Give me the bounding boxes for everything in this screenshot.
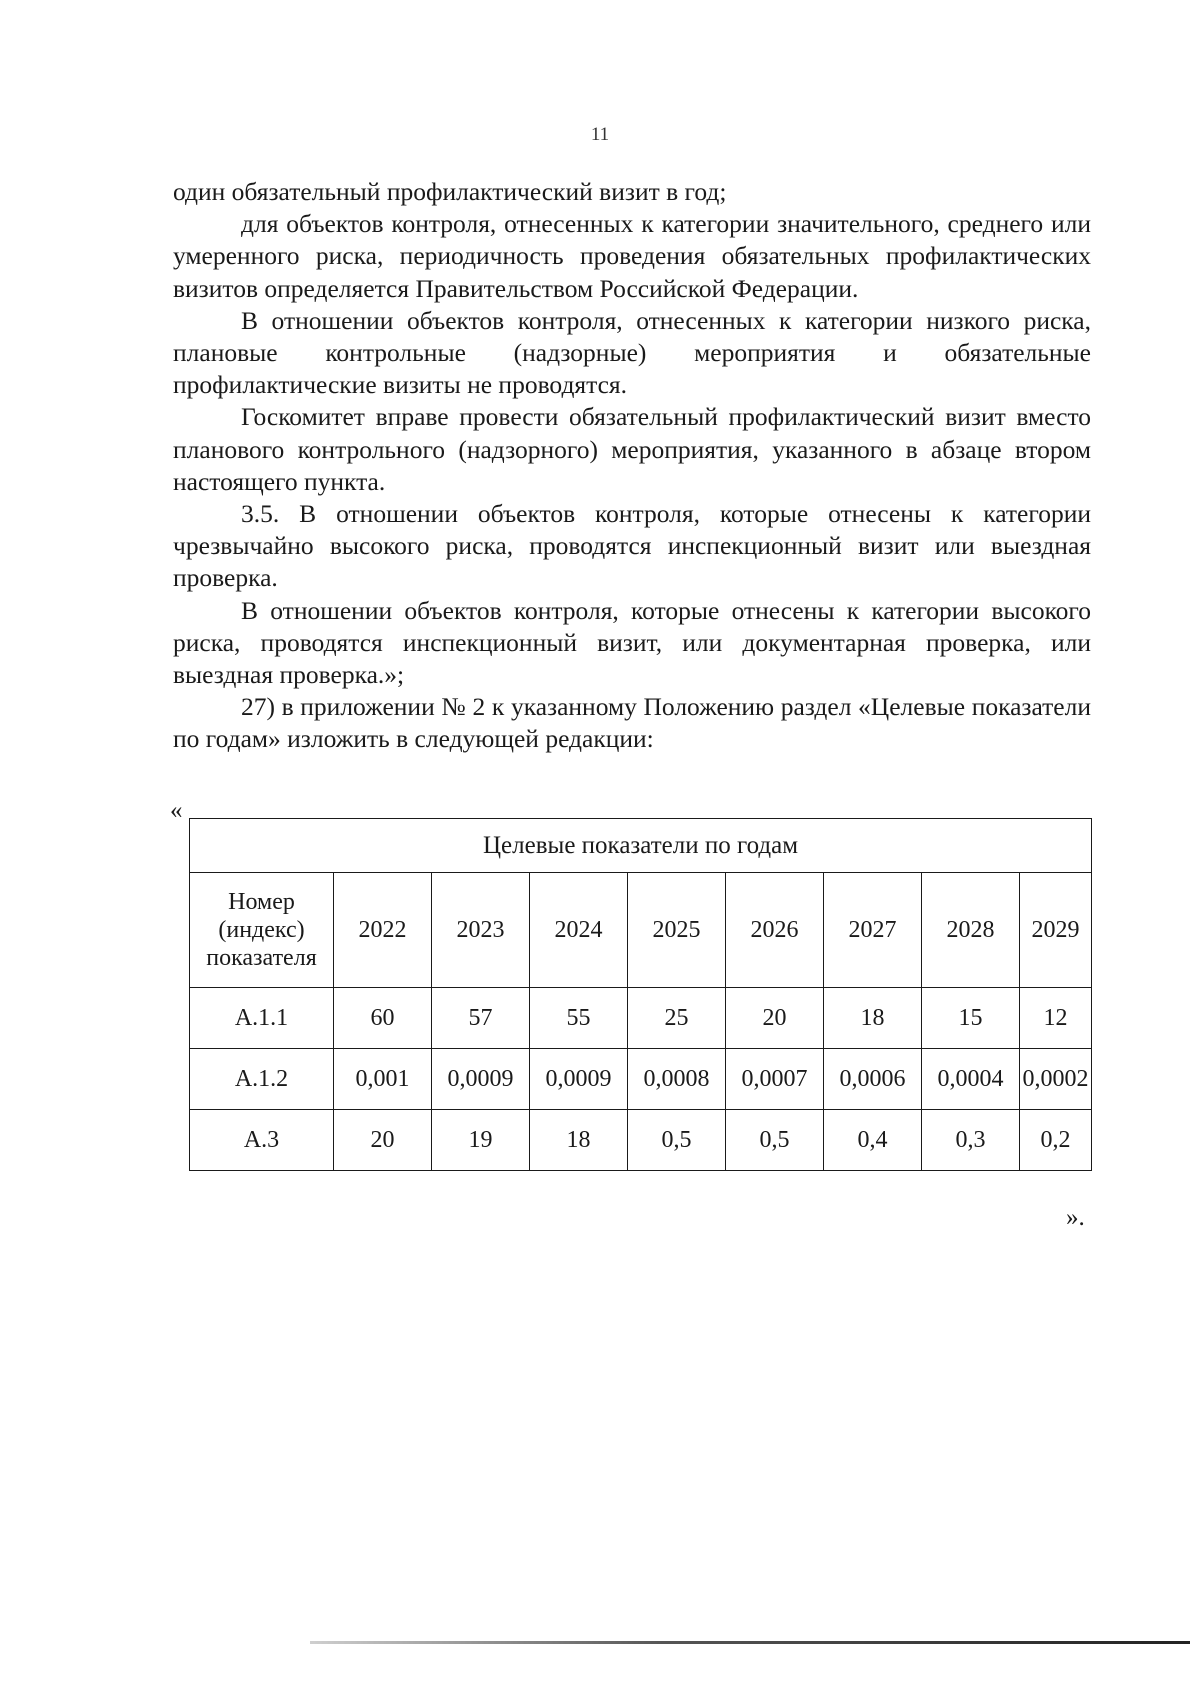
paragraph-3-5: 3.5. В отношении объектов контроля, которые отнесены к категории чрезвычайно высокого риска, проводятся инспекционный визит или выездная проверка. <box>173 499 1091 593</box>
table-cell: 0,0004 <box>922 1049 1020 1110</box>
table-caption: Целевые показатели по годам <box>190 819 1092 873</box>
table-row <box>190 988 1092 1049</box>
table-cell: 0,4 <box>824 1110 922 1171</box>
table-cell: 20 <box>334 1110 432 1171</box>
year-header: 2022 <box>334 873 432 988</box>
scan-edge-rule <box>310 1641 1190 1644</box>
table-cell: 0,0009 <box>432 1049 530 1110</box>
index-column-header: Номер (индекс) показателя <box>190 873 334 988</box>
year-header: 2024 <box>530 873 628 988</box>
indicator-index: А.1.1 <box>190 988 334 1049</box>
table-cell: 55 <box>530 988 628 1049</box>
table-caption-row <box>190 819 1092 873</box>
year-header: 2025 <box>628 873 726 988</box>
year-header: 2026 <box>726 873 824 988</box>
indicator-index: А.1.2 <box>190 1049 334 1110</box>
table-row <box>190 1049 1092 1110</box>
table-cell: 19 <box>432 1110 530 1171</box>
paragraph-low-risk: В отношении объектов контроля, отнесенных к категории низкого риска, плановые контрольные (надзорные) мероприятия и обязательные профилактические визиты не проводятся. <box>173 305 1091 400</box>
table-cell: 12 <box>1020 988 1092 1049</box>
indicator-index: А.3 <box>190 1110 334 1171</box>
table-cell: 0,2 <box>1020 1110 1092 1171</box>
year-header: 2023 <box>432 873 530 988</box>
opening-quote-mark: « <box>170 797 183 824</box>
table-cell: 57 <box>432 988 530 1049</box>
table-cell: 25 <box>628 988 726 1049</box>
body-text <box>173 176 1091 756</box>
paragraph-goskomitet: Госкомитет вправе провести обязательный профилактический визит вместо планового контрольного (надзорного) мероприятия, указанного в абзаце втором настоящего пункта. <box>173 402 1091 496</box>
closing-quote-mark: ». <box>1066 1204 1085 1231</box>
table-cell: 18 <box>824 988 922 1049</box>
target-indicators-table <box>189 818 1092 1171</box>
paragraph-high-risk: В отношении объектов контроля, которые отнесены к категории высокого риска, проводятся инспекционный визит, или документарная проверка, или выездная проверка.»; <box>173 595 1091 690</box>
table-cell: 0,0002 <box>1020 1049 1092 1110</box>
paragraph-27: 27) в приложении № 2 к указанному Положению раздел «Целевые показатели по годам» изложить в следующей редакции: <box>173 692 1091 754</box>
table-row <box>190 1110 1092 1171</box>
table-cell: 0,0008 <box>628 1049 726 1110</box>
table-cell: 0,5 <box>628 1110 726 1171</box>
paragraph-visit-per-year: один обязательный профилактический визит в год; <box>173 177 727 206</box>
year-header: 2028 <box>922 873 1020 988</box>
table-cell: 0,0009 <box>530 1049 628 1110</box>
table-cell: 0,3 <box>922 1110 1020 1171</box>
table-cell: 0,0006 <box>824 1049 922 1110</box>
table-cell: 20 <box>726 988 824 1049</box>
table-cell: 15 <box>922 988 1020 1049</box>
year-header: 2027 <box>824 873 922 988</box>
table-cell: 0,5 <box>726 1110 824 1171</box>
table-cell: 18 <box>530 1110 628 1171</box>
year-header: 2029 <box>1020 873 1092 988</box>
table-header-row <box>190 873 1092 988</box>
paragraph-significant-risk: для объектов контроля, отнесенных к категории значительного, среднего или умеренного риска, периодичность проведения обязательных профилактических визитов определяется Правительством Российской Федерации. <box>173 209 1091 303</box>
table-cell: 60 <box>334 988 432 1049</box>
table-cell: 0,0007 <box>726 1049 824 1110</box>
page-number: 11 <box>590 124 610 145</box>
table-cell: 0,001 <box>334 1049 432 1110</box>
